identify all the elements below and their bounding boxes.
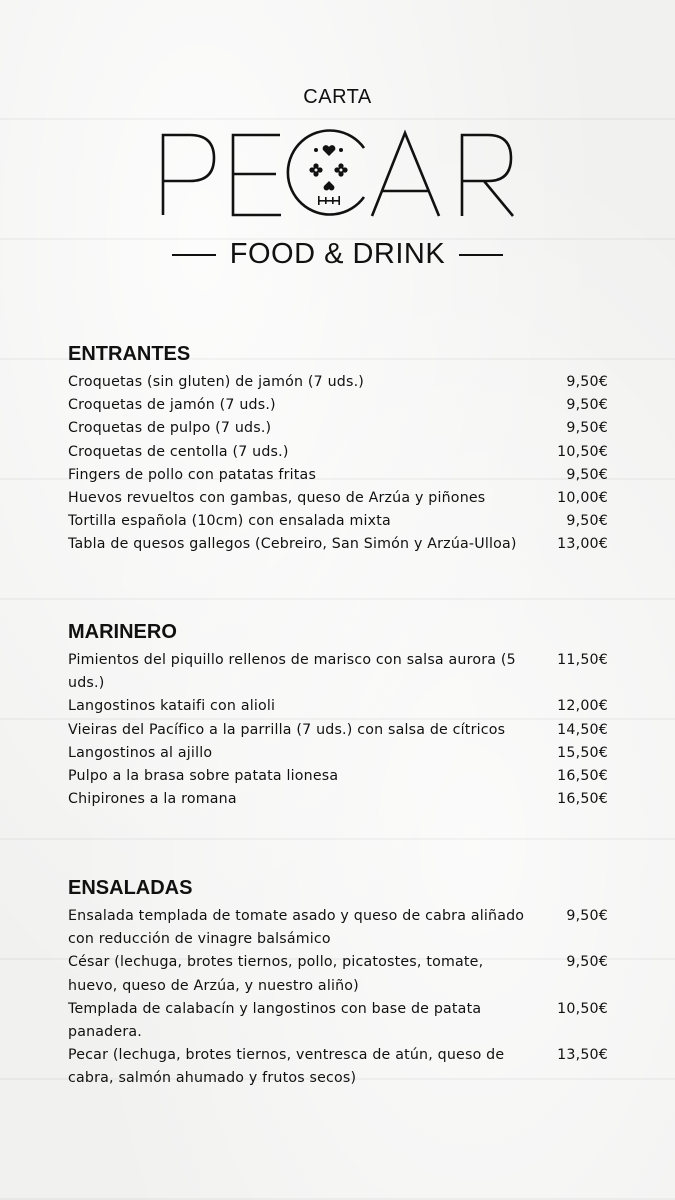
menu-item xyxy=(68,417,608,440)
section-title: ENSALADAS xyxy=(68,877,193,899)
menu-item-name: Langostinos al ajillo xyxy=(68,744,213,761)
menu-item-price: 13,00€ xyxy=(557,536,608,553)
menu-item-price: 9,50€ xyxy=(566,954,608,971)
divider-right xyxy=(459,254,503,256)
menu-item-price: 9,50€ xyxy=(566,397,608,414)
menu-item xyxy=(68,487,608,510)
menu-item-price: 9,50€ xyxy=(566,420,608,437)
menu-item-name: Pulpo a la brasa sobre patata lionesa xyxy=(68,768,339,785)
menu-item-price: 12,00€ xyxy=(557,698,608,715)
logo-letter-e xyxy=(233,135,281,215)
menu-item-name: Croquetas de centolla (7 uds.) xyxy=(68,443,289,460)
menu-item-name: César (lechuga, brotes tiernos, pollo, picatostes, tomate, huevo, queso de Arzúa, y nuestro aliño) xyxy=(68,954,484,994)
menu-item xyxy=(68,1044,608,1090)
divider-left xyxy=(172,254,216,256)
menu-item-price: 15,50€ xyxy=(557,744,608,761)
menu-item-name: Pecar (lechuga, brotes tiernos, ventresca de atún, queso de cabra, salmón ahumado y frutos secos) xyxy=(68,1047,505,1087)
menu-item-price: 10,50€ xyxy=(557,443,608,460)
menu-item-name: Croquetas (sin gluten) de jamón (7 uds.) xyxy=(68,374,365,390)
section-entrantes xyxy=(68,341,608,557)
menu-item-name: Vieiras del Pacífico a la parrilla (7 uds.) con salsa de cítricos xyxy=(68,721,506,738)
menu-item-price: 10,00€ xyxy=(557,490,608,507)
menu-item-name: Tortilla española (10cm) con ensalada mixta xyxy=(68,513,391,530)
tagline-text: FOOD & DRINK xyxy=(229,238,446,270)
menu-item-price: 9,50€ xyxy=(566,466,608,483)
menu-item xyxy=(68,951,608,997)
menu-item-name: Templada de calabacín y langostinos con base de patata panadera. xyxy=(68,1000,482,1041)
skull-icon xyxy=(309,145,347,205)
menu-item xyxy=(68,371,608,394)
carta-label: CARTA xyxy=(303,86,372,108)
menu-item-price: 13,50€ xyxy=(557,1047,608,1064)
tagline xyxy=(0,238,675,271)
section-ensaladas xyxy=(68,875,608,1091)
menu-item xyxy=(68,649,608,695)
menu-item xyxy=(68,765,608,788)
logo-letter-p xyxy=(163,135,214,215)
logo-letter-r xyxy=(462,135,513,216)
menu-item-name: Pimientos del piquillo rellenos de marisco con salsa aurora (5 uds.) xyxy=(68,652,516,692)
pecar-logo xyxy=(150,120,530,225)
menu-item-name: Ensalada templada de tomate asado y queso de cabra aliñado con reducción de vinagre balsámico xyxy=(68,908,525,948)
menu-item-price: 9,50€ xyxy=(566,513,608,530)
menu-item-price: 11,50€ xyxy=(557,652,608,668)
menu-item-name: Langostinos kataifi con alioli xyxy=(68,698,276,715)
section-title: MARINERO xyxy=(68,621,177,643)
menu-item xyxy=(68,510,608,533)
menu-item-price: 10,50€ xyxy=(557,1000,608,1017)
menu-item-name: Croquetas de pulpo (7 uds.) xyxy=(68,420,272,437)
menu-item xyxy=(68,394,608,417)
menu-item-price: 16,50€ xyxy=(557,768,608,785)
menu-item-name: Fingers de pollo con patatas fritas xyxy=(68,466,317,483)
section-title: ENTRANTES xyxy=(68,343,191,365)
menu-item-name: Croquetas de jamón (7 uds.) xyxy=(68,397,276,414)
logo-letter-a xyxy=(372,133,439,216)
menu-item-name: Huevos revueltos con gambas, queso de Arzúa y piñones xyxy=(68,490,486,507)
menu-item xyxy=(68,464,608,487)
menu-item xyxy=(68,905,608,951)
menu-item xyxy=(68,998,608,1044)
section-marinero xyxy=(68,619,608,811)
menu-item-price: 16,50€ xyxy=(557,791,608,808)
menu-item-price: 14,50€ xyxy=(557,721,608,738)
menu-item-price: 9,50€ xyxy=(566,374,608,390)
menu-item xyxy=(68,695,608,718)
menu-item xyxy=(68,441,608,464)
menu-item xyxy=(68,533,608,556)
menu-item-name: Tabla de quesos gallegos (Cebreiro, San Simón y Arzúa-Ulloa) xyxy=(68,536,517,553)
menu-item-price: 9,50€ xyxy=(566,908,608,924)
menu-item xyxy=(68,719,608,742)
menu-item xyxy=(68,788,608,811)
menu-item-name: Chipirones a la romana xyxy=(68,791,237,808)
menu-item xyxy=(68,742,608,765)
